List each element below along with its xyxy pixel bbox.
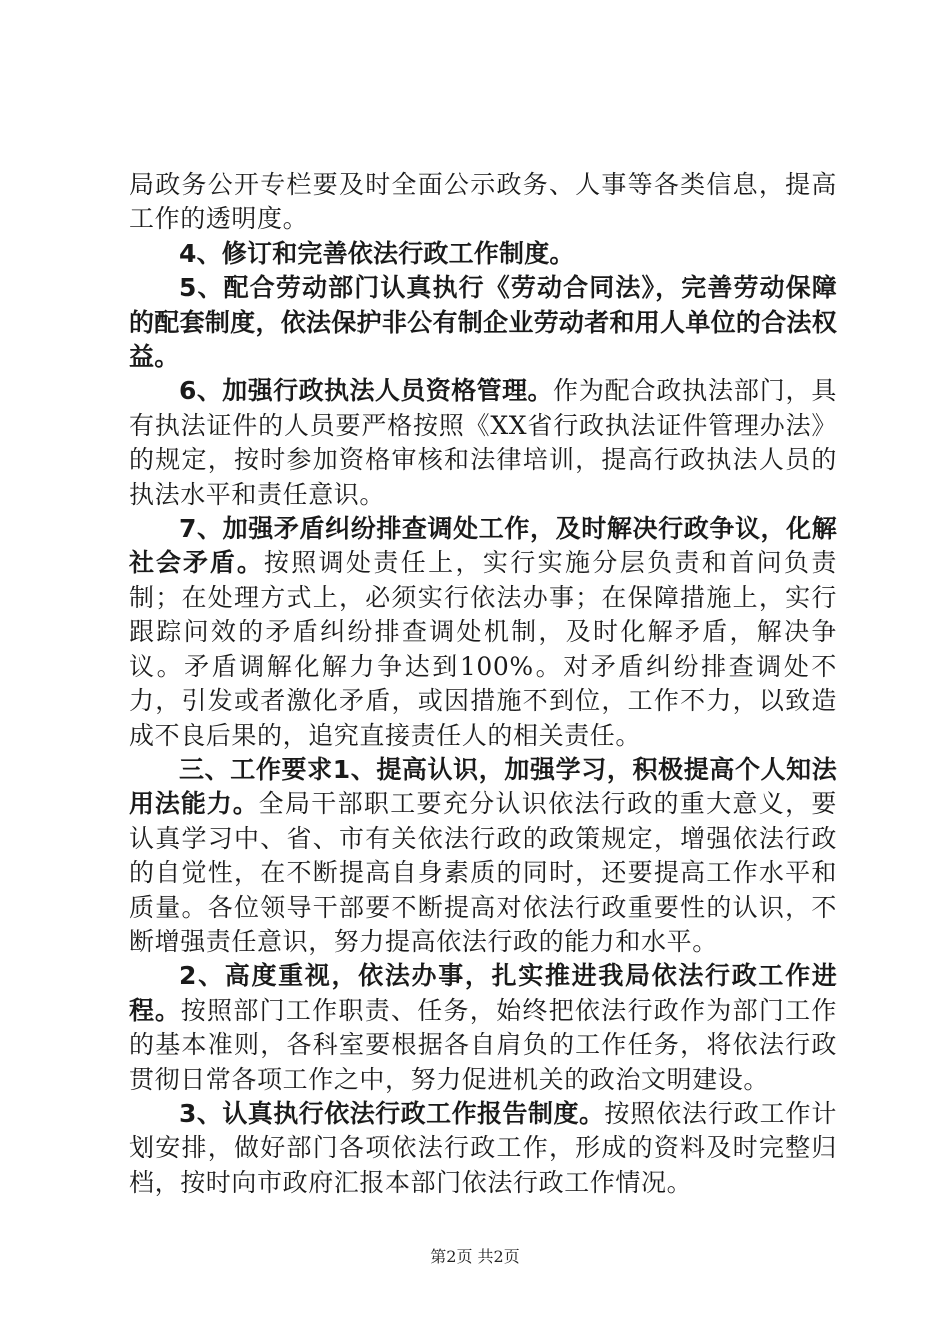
paragraph-4 <box>129 374 837 512</box>
paragraph-heading: 三、工作要求1、提高认识，加强学习，积极提高个人知法用法能力。 <box>129 754 837 819</box>
page-number-footer: 第2页 共2页 <box>430 1247 520 1266</box>
paragraph-2 <box>129 237 837 271</box>
document-body <box>129 168 837 1200</box>
paragraph-heading: 5、配合劳动部门认真执行《劳动合同法》，完善劳动保障的配套制度，依法保护非公有制企业劳动者和用人单位的合法权益。 <box>129 273 837 372</box>
paragraph-text: 按照调处责任上，实行实施分层负责和首问负责制；在处理方式上，必须实行依法办事；在保障措施上，实行跟踪问效的矛盾纠纷排查调处机制，及时化解矛盾，解决争议。矛盾调解化解力争达到100%。对矛盾纠纷排查调处不力，引发或者激化矛盾，或因措施不到位，工作不力，以致造成不良后果的，追究直接责任人的相关责任。 <box>129 548 837 750</box>
paragraph-heading: 2、高度重视，依法办事，扎实推进我局依法行政工作进程。 <box>129 961 837 1025</box>
paragraph-text: 局政务公开专栏要及时全面公示政务、人事等各类信息，提高工作的透明度。 <box>129 170 837 234</box>
paragraph-5 <box>129 512 837 753</box>
paragraph-text: 作为配合政执法部门，具有执法证件的人员要严格按照《XX省行政执法证件管理办法》的规定，按时参加资格审核和法律培训，提高行政执法人员的执法水平和责任意识。 <box>129 376 837 509</box>
paragraph-8 <box>129 1097 837 1200</box>
paragraph-text: 全局干部职工要充分认识依法行政的重大意义，要认真学习中、省、市有关依法行政的政策规定，增强依法行政的自觉性，在不断提高自身素质的同时，还要提高工作水平和质量。各位领导干部要不断提高对依法行政重要性的认识，不断增强责任意识，努力提高依法行政的能力和水平。 <box>129 789 837 956</box>
paragraph-text: 按照部门工作职责、任务，始终把依法行政作为部门工作的基本准则，各科室要根据各自肩负的工作任务，将依法行政贯彻日常各项工作之中，努力促进机关的政治文明建设。 <box>129 995 837 1094</box>
paragraph-1 <box>129 168 837 237</box>
paragraph-3 <box>129 271 837 374</box>
paragraph-heading: 7、加强矛盾纠纷排查调处工作，及时解决行政争议，化解社会矛盾。 <box>129 514 837 578</box>
paragraph-7 <box>129 959 837 1097</box>
paragraph-6 <box>129 753 837 959</box>
paragraph-text: 按照依法行政工作计划安排，做好部门各项依法行政工作，形成的资料及时完整归档，按时向市政府汇报本部门依法行政工作情况。 <box>129 1098 837 1197</box>
paragraph-heading: 4、修订和完善依法行政工作制度。 <box>179 238 575 268</box>
paragraph-heading: 6、加强行政执法人员资格管理。 <box>179 376 553 406</box>
paragraph-heading: 3、认真执行依法行政工作报告制度。 <box>179 1098 605 1128</box>
